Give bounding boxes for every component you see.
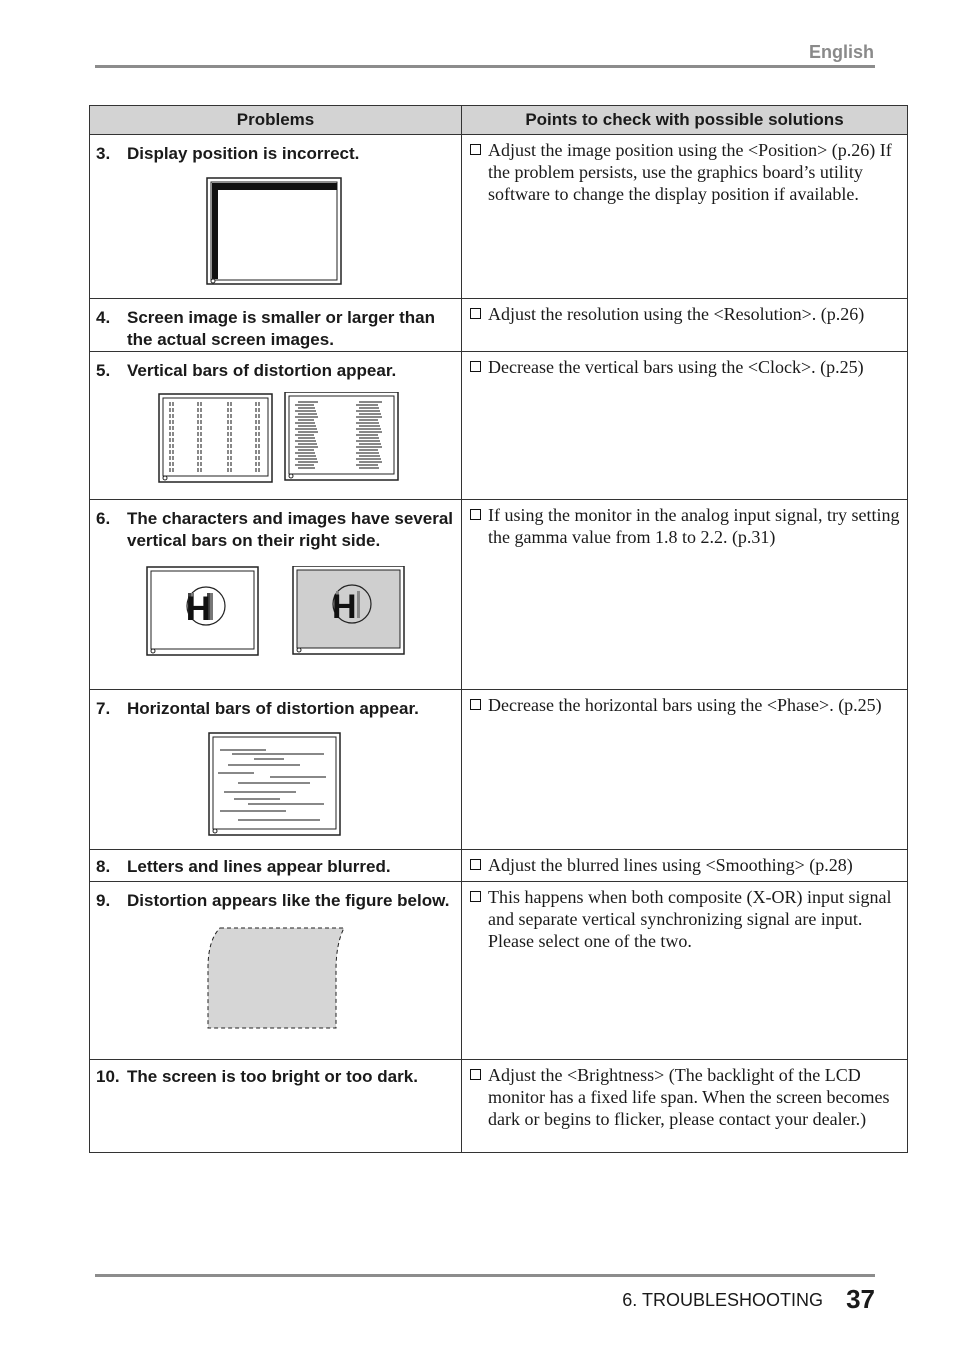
table-header-row <box>90 106 908 135</box>
problem-cell <box>90 1060 462 1153</box>
page-number: 37 <box>846 1284 875 1314</box>
table-row <box>90 1060 908 1153</box>
problem-text: The characters and images have several vertical bars on their right side. <box>127 509 454 550</box>
footer-rule <box>95 1274 875 1277</box>
problem-cell <box>90 500 462 690</box>
solution-cell <box>462 299 908 352</box>
problem-number: 7. <box>96 699 111 718</box>
solution-text: Decrease the vertical bars using the <Clock>. (p.25) <box>488 357 864 377</box>
column-header-solutions: Points to check with possible solutions <box>462 106 908 135</box>
problem-text: Horizontal bars of distortion appear. <box>127 699 419 718</box>
problem-text: Letters and lines appear blurred. <box>127 857 391 876</box>
checkbox-icon <box>470 859 481 870</box>
letter-h-glyph: H <box>332 588 357 626</box>
figure-skewed-screen <box>204 924 350 1032</box>
table-row <box>90 690 908 850</box>
checkbox-icon <box>470 891 481 902</box>
checkbox-icon <box>470 144 481 155</box>
header-rule <box>95 65 875 68</box>
checkbox-icon <box>470 361 481 372</box>
checkbox-icon <box>470 699 481 710</box>
problem-number: 8. <box>96 857 111 876</box>
problem-cell <box>90 352 462 500</box>
solution-text: Adjust the <Brightness> (The backlight of the LCD monitor has a fixed life span. When the screen becomes dark or begins to flicker, please contact your dealer.) <box>488 1065 890 1129</box>
problem-number: 6. <box>96 509 111 528</box>
table-row <box>90 882 908 1060</box>
monitor-fine-vertical-bars <box>159 394 272 482</box>
table-row <box>90 500 908 690</box>
problem-text: The screen is too bright or too dark. <box>127 1067 418 1086</box>
table-row <box>90 135 908 299</box>
solution-cell <box>462 882 908 1060</box>
language-label: English <box>808 42 874 62</box>
problem-number: 4. <box>96 308 111 327</box>
figure-vertical-bars <box>158 392 408 490</box>
problem-cell <box>90 135 462 299</box>
problem-cell <box>90 299 462 352</box>
checkbox-icon <box>470 308 481 319</box>
checkbox-icon <box>470 1069 481 1080</box>
solution-cell <box>462 500 908 690</box>
solution-cell <box>462 1060 908 1153</box>
solution-text: Adjust the blurred lines using <Smoothing> (p.28) <box>488 855 853 875</box>
solution-text: Adjust the image position using the <Position> (p.26) If the problem persists, use the graphics board’s utility software to change the display position if available. <box>488 140 892 204</box>
monitor-frame <box>207 178 341 284</box>
monitor-ghosting-white <box>147 567 258 655</box>
solution-text: Adjust the resolution using the <Resolution>. (p.26) <box>488 304 865 324</box>
solution-text: If using the monitor in the analog input signal, try setting the gamma value from 1.8 to 2.2. (p.31) <box>488 505 900 547</box>
table-row <box>90 299 908 352</box>
letter-h-glyph: H <box>186 590 211 628</box>
power-led <box>213 829 217 833</box>
problem-text: Screen image is smaller or larger than the actual screen images. <box>127 308 436 349</box>
problem-cell <box>90 850 462 882</box>
solution-text: Decrease the horizontal bars using the <Phase>. (p.25) <box>488 695 882 715</box>
problem-cell <box>90 690 462 850</box>
figure-ghosting-h <box>146 566 408 658</box>
offset-image-left-edge <box>212 183 218 279</box>
solution-cell <box>462 690 908 850</box>
troubleshooting-table <box>89 105 908 1153</box>
solution-cell <box>462 352 908 500</box>
distorted-screen-shape <box>208 928 344 1028</box>
table-row <box>90 352 908 500</box>
solution-cell <box>462 135 908 299</box>
problem-number: 9. <box>96 891 111 910</box>
problem-number: 5. <box>96 361 111 380</box>
problem-text: Distortion appears like the figure below. <box>127 891 450 910</box>
footer-section-title: 6. TROUBLESHOOTING <box>622 1290 823 1310</box>
problem-text: Vertical bars of distortion appear. <box>127 361 397 380</box>
problem-number: 10. <box>96 1067 120 1086</box>
solution-cell <box>462 850 908 882</box>
figure-horizontal-bars <box>208 732 344 840</box>
offset-image-top-edge <box>212 183 337 190</box>
problem-cell <box>90 882 462 1060</box>
table-row <box>90 850 908 882</box>
checkbox-icon <box>470 509 481 520</box>
column-header-problems: Problems <box>90 106 462 135</box>
problem-number: 3. <box>96 144 111 163</box>
monitor-ghosting-gray <box>293 566 404 654</box>
solution-text: This happens when both composite (X-OR) input signal and separate vertical synchronizing signal are input. Please select one of the two. <box>488 887 892 951</box>
problem-text: Display position is incorrect. <box>127 144 360 163</box>
power-led <box>211 279 215 283</box>
monitor-coarse-vertical-bars <box>285 392 398 480</box>
figure-offset-display <box>206 177 346 289</box>
